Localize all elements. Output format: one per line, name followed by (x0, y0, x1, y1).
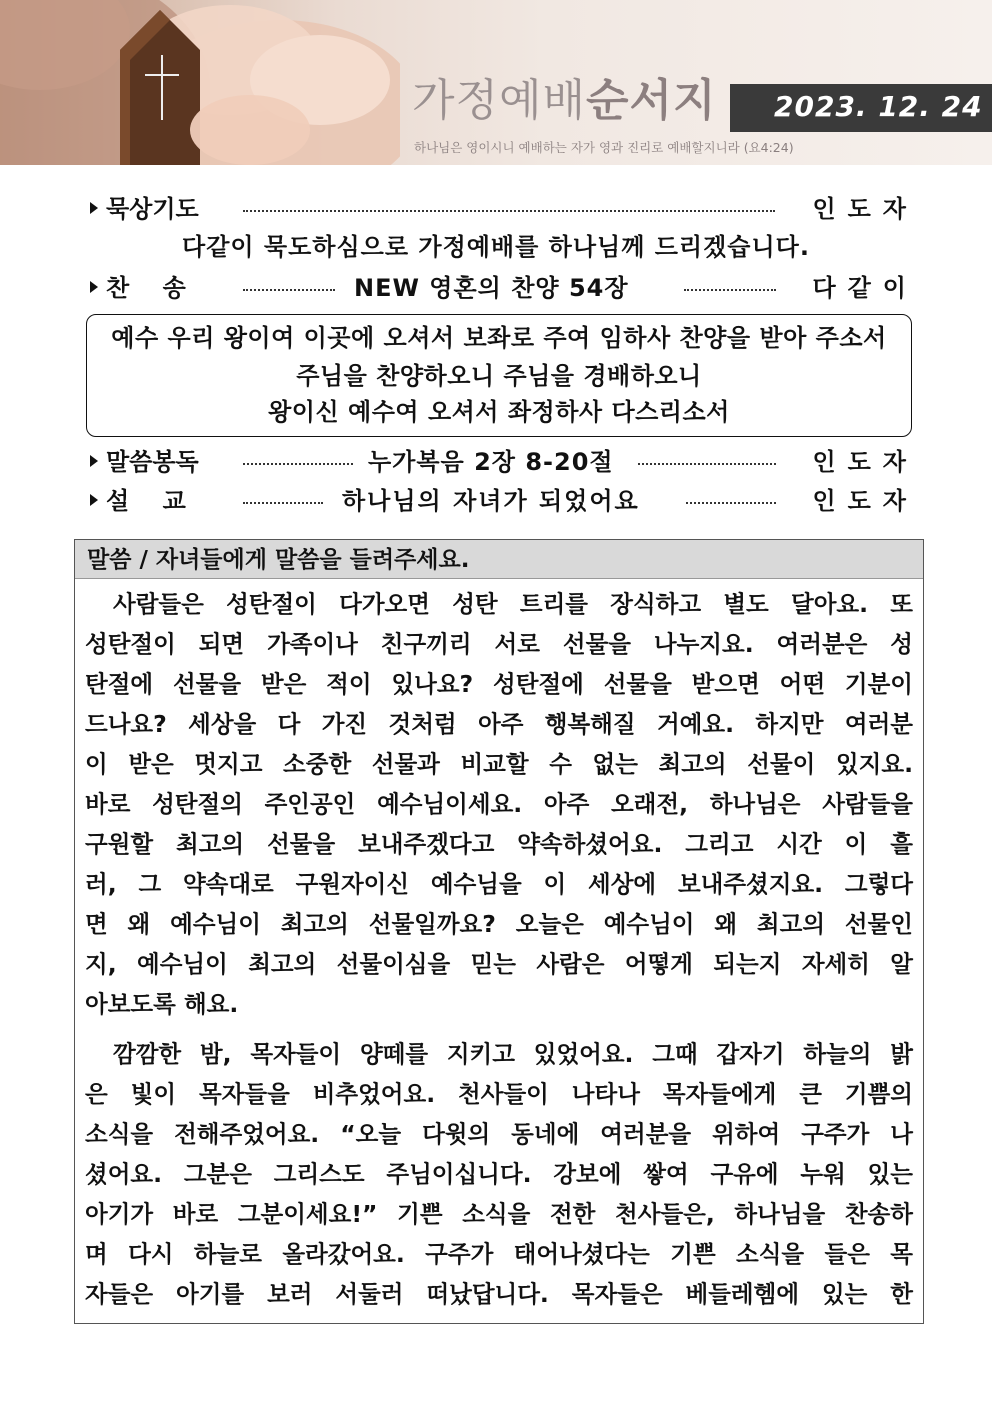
triangle-bullet-icon (90, 455, 98, 467)
title-light: 가정예배 (412, 75, 587, 126)
sermon-line: 셨어요. 그분은 그리스도 주님이십니다. 강보에 쌓여 구유에 누워 있는 (85, 1160, 913, 1188)
dotted-leader (243, 210, 775, 212)
dotted-leader (243, 502, 323, 504)
sermon-heading: 말씀 / 자녀들에게 말씀을 들려주세요. (87, 547, 470, 573)
sermon-line: 아보도록 해요. (85, 990, 239, 1018)
sermon-heading-bar (75, 540, 923, 579)
lyric-line: 주님을 찬양하오니 주님을 경배하오니 (296, 362, 702, 390)
verse-subtitle: 하나님은 영이시니 예배하는 자가 영과 진리로 예배할지니라 (요4:24) (414, 140, 794, 155)
dotted-leader (638, 463, 776, 465)
sermon-line: 며 다시 하늘로 올라갔어요. 구주가 태어나셨다는 기쁜 소식을 들은 목 (85, 1240, 913, 1268)
dotted-leader (686, 502, 776, 504)
hands-house-image (0, 0, 400, 165)
sermon-line: 러, 그 약속대로 구원자이신 예수님을 이 세상에 보내주셨지요. 그렇다 (85, 870, 913, 898)
lyrics-box (86, 314, 912, 437)
page-title (412, 76, 717, 126)
lyric-line: 왕이신 예수여 오셔서 좌정하사 다스리소서 (268, 398, 730, 426)
header-banner (0, 0, 992, 165)
order-row-prayer (90, 191, 918, 227)
opening-sentence: 다같이 묵도하심으로 가정예배를 하나님께 드리겠습니다. (182, 233, 810, 261)
triangle-bullet-icon (90, 494, 98, 506)
order-leader: 인도자 (812, 195, 918, 223)
order-leader: 다같이 (812, 274, 918, 302)
sermon-line: 아기가 바로 그분이세요!” 기쁜 소식을 전한 천사들은, 하나님을 찬송하 (85, 1200, 913, 1228)
sermon-line: 구원할 최고의 선물을 보내주겠다고 약속하셨어요. 그리고 시간 이 흘 (85, 830, 913, 858)
sermon-line: 탄절에 선물을 받은 적이 있나요? 성탄절에 선물을 받으면 어떤 기분이 (85, 670, 913, 698)
sermon-box (74, 539, 924, 1324)
sermon-line: 성탄절이 되면 가족이나 친구끼리 서로 선물을 나누지요. 여러분은 성 (85, 630, 913, 658)
dotted-leader (684, 289, 776, 291)
sermon-line: 지, 예수님이 최고의 선물이심을 믿는 사람은 어떻게 되는지 자세히 알 (85, 950, 913, 978)
sermon-line: 소식을 전해주었어요. “오늘 다윗의 동네에 여러분을 위하여 구주가 나 (85, 1120, 913, 1148)
sermon-line: 자들은 아기를 보러 서둘러 떠났답니다. 목자들은 베들레헴에 있는 한 (85, 1280, 913, 1308)
sermon-line: 은 빛이 목자들을 비추었어요. 천사들이 나타나 목자들에게 큰 기쁨의 (85, 1080, 913, 1108)
date-text: 2023. 12. 24 (774, 90, 983, 123)
lyric-line: 예수 우리 왕이여 이곳에 오셔서 보좌로 주여 임하사 찬양을 받아 주소서 (111, 324, 887, 352)
order-row-reading (90, 444, 918, 480)
order-label: 묵상기도 (106, 195, 199, 223)
order-leader: 인도자 (812, 487, 918, 515)
sermon-line: 이 받은 멋지고 소중한 선물과 비교할 수 없는 최고의 선물이 있지요. (85, 750, 913, 778)
order-label: 설 교 (106, 487, 186, 515)
sermon-line: 면 왜 예수님이 최고의 선물일까요? 오늘은 예수님이 왜 최고의 선물인 (85, 910, 913, 938)
order-label: 찬 송 (106, 274, 186, 302)
dotted-leader (243, 463, 353, 465)
sermon-line: 깜깜한 밤, 목자들이 양떼를 지키고 있었어요. 그때 갑자기 하늘의 밝 (113, 1040, 913, 1068)
sermon-line: 사람들은 성탄절이 다가오면 성탄 트리를 장식하고 별도 달아요. 또 (113, 590, 913, 618)
order-row-sermon (90, 483, 918, 519)
sermon-line: 드나요? 세상을 다 가진 것처럼 아주 행복해질 거예요. 하지만 여러분 (85, 710, 913, 738)
triangle-bullet-icon (90, 281, 98, 293)
order-content: 하나님의 자녀가 되었어요 (342, 487, 640, 515)
title-bold: 순서지 (586, 75, 717, 126)
dotted-leader (243, 289, 335, 291)
triangle-bullet-icon (90, 202, 98, 214)
order-leader: 인도자 (812, 448, 918, 476)
order-label: 말씀봉독 (106, 448, 199, 476)
order-row-hymn (90, 270, 918, 306)
sermon-line: 바로 성탄절의 주인공인 예수님이세요. 아주 오래전, 하나님은 사람들을 (85, 790, 913, 818)
order-content: NEW 영혼의 찬양 54장 (354, 274, 629, 302)
date-badge (730, 84, 992, 132)
order-content: 누가복음 2장 8-20절 (368, 448, 614, 476)
